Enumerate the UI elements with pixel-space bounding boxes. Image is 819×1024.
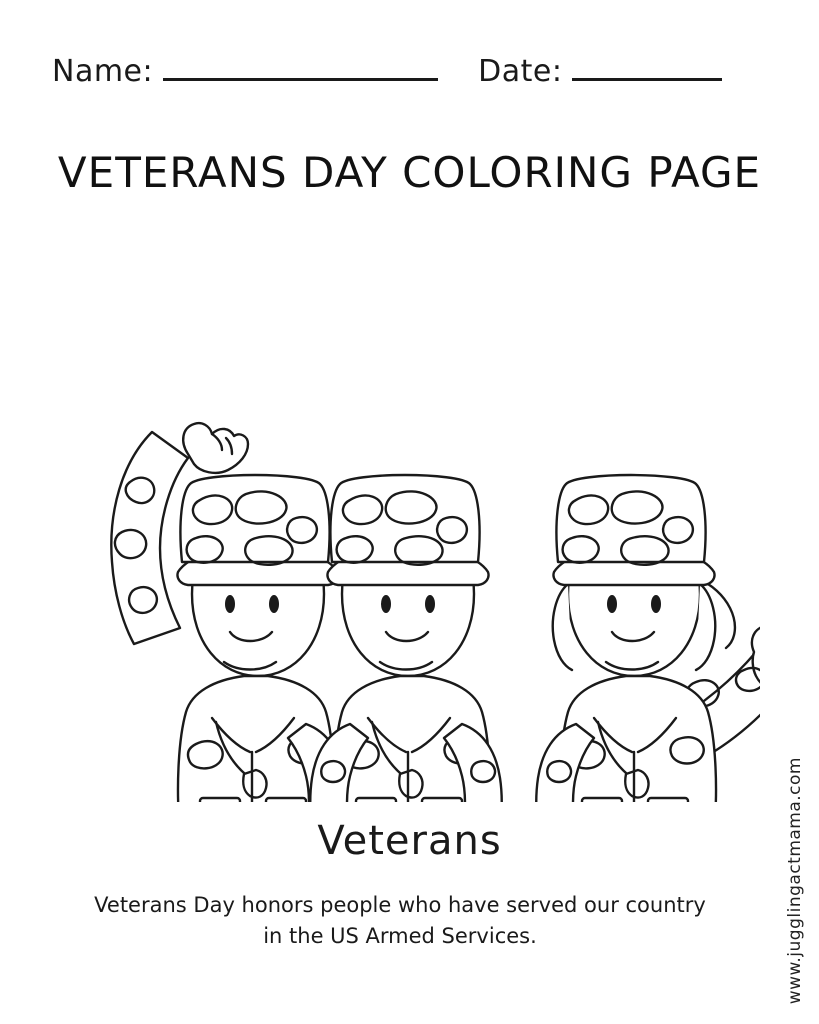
illustration-caption: Veterans xyxy=(317,818,502,864)
description-text: Veterans Day honors people who have served our country in the US Armed Services. xyxy=(94,893,706,948)
date-write-line[interactable] xyxy=(572,52,722,81)
site-watermark: www.jugglingactmama.com xyxy=(785,756,805,1004)
page-title: VETERANS DAY COLORING PAGE xyxy=(57,148,762,197)
soldiers-illustration xyxy=(60,232,760,802)
name-date-row xyxy=(52,52,767,89)
soldier-right xyxy=(494,475,760,802)
name-label: Name: xyxy=(52,54,154,89)
date-label: Date: xyxy=(478,54,563,89)
name-write-line[interactable] xyxy=(163,52,438,81)
